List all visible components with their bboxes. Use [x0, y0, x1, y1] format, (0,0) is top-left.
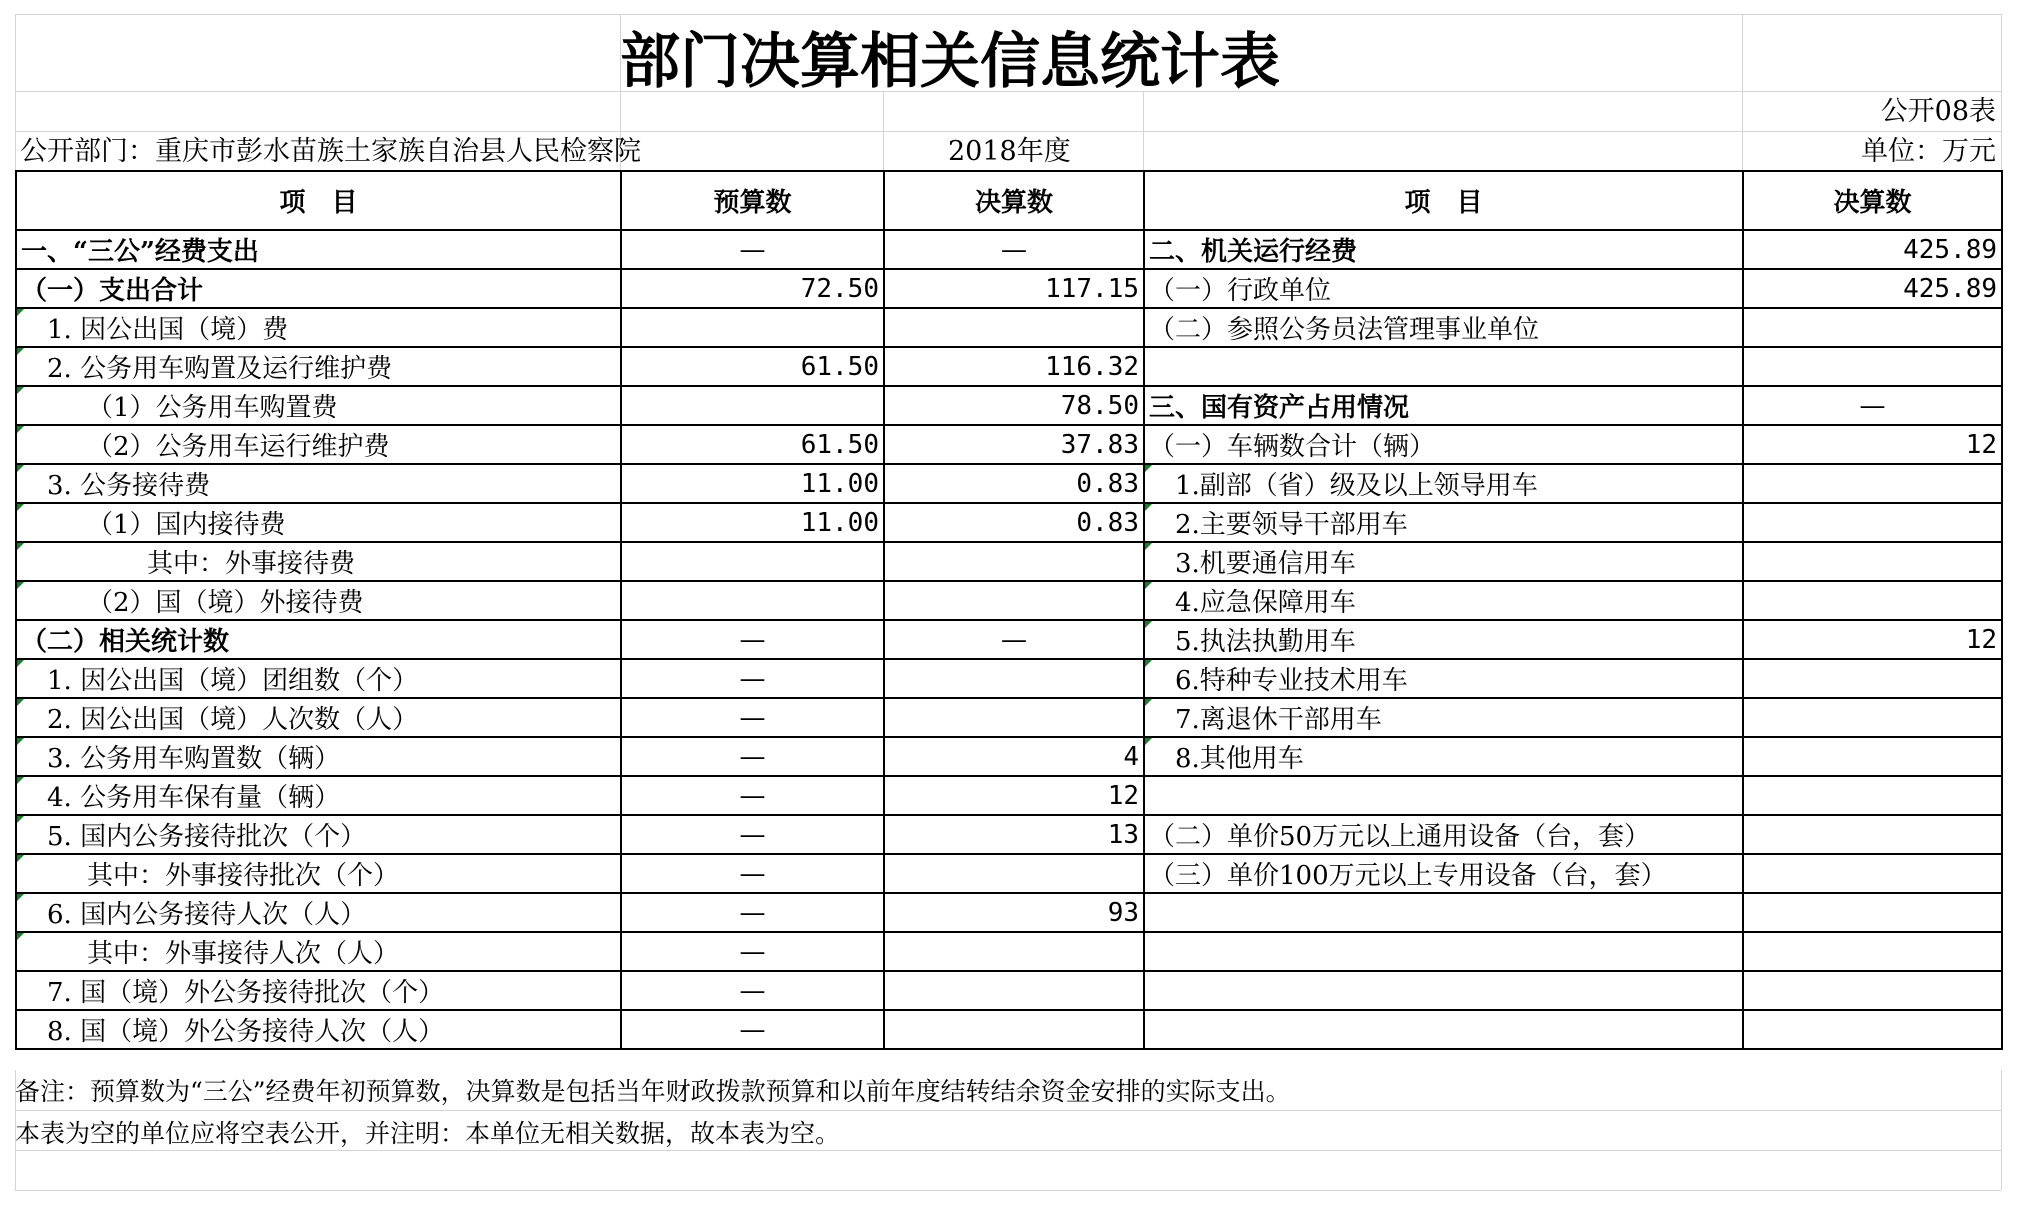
cell-budget: —: [621, 854, 884, 893]
cell-final-right: [1743, 347, 2002, 386]
header-item-right: 项 目: [1144, 171, 1743, 230]
cell-item-right: [1144, 971, 1743, 1010]
cell-final: [884, 1010, 1144, 1049]
cell-budget: [621, 542, 884, 581]
cell-item-right: （二）参照公务员法管理事业单位: [1144, 308, 1743, 347]
header-final-right: 决算数: [1743, 171, 2002, 230]
table-row: [16, 815, 2002, 854]
table-row: [16, 464, 2002, 503]
cell-budget: 11.00: [621, 503, 884, 542]
table-row: [16, 503, 2002, 542]
page-title: 部门决算相关信息统计表: [620, 27, 1280, 97]
cell-item-right: 1.副部（省）级及以上领导用车: [1144, 464, 1743, 503]
cell-final: 12: [884, 776, 1144, 815]
cell-final-right: [1743, 464, 2002, 503]
cell-final-right: [1743, 308, 2002, 347]
cell-item: （1）公务用车购置费: [16, 386, 621, 425]
cell-final: —: [884, 230, 1144, 269]
table-row: [16, 308, 2002, 347]
cell-budget: [621, 386, 884, 425]
cell-final: —: [884, 620, 1144, 659]
cell-final-right: [1743, 1010, 2002, 1049]
cell-item-right: 7.离退休干部用车: [1144, 698, 1743, 737]
cell-budget: [621, 308, 884, 347]
department-label: 公开部门：重庆市彭水苗族土家族自治县人民检察院: [20, 136, 641, 167]
table-row: [16, 386, 2002, 425]
table-row: [16, 620, 2002, 659]
table-row: [16, 542, 2002, 581]
cell-final-right: [1743, 542, 2002, 581]
table-row: [16, 854, 2002, 893]
cell-final: 13: [884, 815, 1144, 854]
cell-final: [884, 932, 1144, 971]
cell-final: [884, 854, 1144, 893]
table-row: [16, 737, 2002, 776]
cell-item: 4. 公务用车保有量（辆）: [16, 776, 621, 815]
cell-final: 0.83: [884, 464, 1144, 503]
statistics-table: [15, 170, 2003, 1050]
cell-item: 8. 国（境）外公务接待人次（人）: [16, 1010, 621, 1049]
cell-budget: —: [621, 659, 884, 698]
form-number: 公开08表: [1880, 96, 1996, 127]
remark-note: 备注：预算数为“三公”经费年初预算数，决算数是包括当年财政拨款预算和以前年度结转结余资金安排的实际支出。: [15, 1077, 1291, 1106]
cell-item-right: （一）行政单位: [1144, 269, 1743, 308]
cell-item: 5. 国内公务接待批次（个）: [16, 815, 621, 854]
cell-item: 1. 因公出国（境）费: [16, 308, 621, 347]
cell-final-right: [1743, 581, 2002, 620]
table-row: [16, 1010, 2002, 1049]
cell-item: （一）支出合计: [16, 269, 621, 308]
table-row: [16, 893, 2002, 932]
cell-budget: 61.50: [621, 347, 884, 386]
cell-item-right: 三、国有资产占用情况: [1144, 386, 1743, 425]
cell-final-right: [1743, 659, 2002, 698]
cell-item-right: [1144, 893, 1743, 932]
cell-item-right: （二）单价50万元以上通用设备（台，套）: [1144, 815, 1743, 854]
table-row: [16, 581, 2002, 620]
table-row: [16, 269, 2002, 308]
table-row: [16, 230, 2002, 269]
cell-item: 2. 公务用车购置及运行维护费: [16, 347, 621, 386]
cell-item-right: [1144, 1010, 1743, 1049]
cell-item-right: [1144, 347, 1743, 386]
cell-final-right: [1743, 932, 2002, 971]
header-final: 决算数: [884, 171, 1144, 230]
cell-item-right: [1144, 776, 1743, 815]
cell-final: [884, 308, 1144, 347]
cell-budget: —: [621, 932, 884, 971]
empty-table-note: 本表为空的单位应将空表公开，并注明：本单位无相关数据，故本表为空。: [15, 1119, 841, 1148]
cell-budget: —: [621, 737, 884, 776]
fiscal-year: 2018年度: [948, 136, 1071, 167]
cell-budget: 11.00: [621, 464, 884, 503]
cell-final: [884, 581, 1144, 620]
cell-budget: —: [621, 620, 884, 659]
cell-final: [884, 698, 1144, 737]
cell-final-right: [1743, 854, 2002, 893]
cell-budget: —: [621, 971, 884, 1010]
cell-item: （二）相关统计数: [16, 620, 621, 659]
cell-item-right: 6.特种专业技术用车: [1144, 659, 1743, 698]
cell-item: 6. 国内公务接待人次（人）: [16, 893, 621, 932]
cell-budget: 61.50: [621, 425, 884, 464]
cell-item: 3. 公务用车购置数（辆）: [16, 737, 621, 776]
cell-final-right: —: [1743, 386, 2002, 425]
cell-item: （2）国（境）外接待费: [16, 581, 621, 620]
cell-final: [884, 659, 1144, 698]
cell-item-right: [1144, 932, 1743, 971]
cell-budget: —: [621, 893, 884, 932]
cell-budget: —: [621, 815, 884, 854]
cell-final: 93: [884, 893, 1144, 932]
unit-label: 单位：万元: [1861, 136, 1996, 167]
cell-final-right: [1743, 815, 2002, 854]
cell-final-right: [1743, 971, 2002, 1010]
cell-budget: [621, 581, 884, 620]
cell-final: 4: [884, 737, 1144, 776]
cell-final: 117.15: [884, 269, 1144, 308]
cell-budget: —: [621, 1010, 884, 1049]
cell-item: 其中：外事接待人次（人）: [16, 932, 621, 971]
cell-final-right: 425.89: [1743, 269, 2002, 308]
table-row: [16, 698, 2002, 737]
cell-item: 一、“三公”经费支出: [16, 230, 621, 269]
cell-final-right: [1743, 737, 2002, 776]
header-budget: 预算数: [621, 171, 884, 230]
cell-item: 3. 公务接待费: [16, 464, 621, 503]
cell-budget: —: [621, 230, 884, 269]
table-row: [16, 776, 2002, 815]
cell-final: 37.83: [884, 425, 1144, 464]
table-row: [16, 425, 2002, 464]
cell-item-right: 二、机关运行经费: [1144, 230, 1743, 269]
cell-item: （1）国内接待费: [16, 503, 621, 542]
cell-budget: —: [621, 776, 884, 815]
table-header-row: [16, 171, 2002, 230]
table-row: [16, 347, 2002, 386]
cell-final-right: 12: [1743, 425, 2002, 464]
cell-budget: 72.50: [621, 269, 884, 308]
cell-item: 1. 因公出国（境）团组数（个）: [16, 659, 621, 698]
cell-final: 0.83: [884, 503, 1144, 542]
cell-item: （2）公务用车运行维护费: [16, 425, 621, 464]
table-row: [16, 932, 2002, 971]
cell-final-right: [1743, 503, 2002, 542]
cell-final: 116.32: [884, 347, 1144, 386]
cell-final-right: [1743, 893, 2002, 932]
cell-item-right: （三）单价100万元以上专用设备（台，套）: [1144, 854, 1743, 893]
cell-item: 其中：外事接待批次（个）: [16, 854, 621, 893]
cell-item-right: （一）车辆数合计（辆）: [1144, 425, 1743, 464]
cell-final: [884, 542, 1144, 581]
cell-final: [884, 971, 1144, 1010]
cell-final-right: 12: [1743, 620, 2002, 659]
cell-final-right: [1743, 698, 2002, 737]
header-item: 项 目: [16, 171, 621, 230]
cell-item-right: 3.机要通信用车: [1144, 542, 1743, 581]
cell-budget: —: [621, 698, 884, 737]
table-row: [16, 971, 2002, 1010]
table-row: [16, 659, 2002, 698]
cell-item-right: 8.其他用车: [1144, 737, 1743, 776]
cell-item: 7. 国（境）外公务接待批次（个）: [16, 971, 621, 1010]
cell-item-right: 4.应急保障用车: [1144, 581, 1743, 620]
cell-final-right: 425.89: [1743, 230, 2002, 269]
cell-item: 其中：外事接待费: [16, 542, 621, 581]
cell-item: 2. 因公出国（境）人次数（人）: [16, 698, 621, 737]
cell-final: 78.50: [884, 386, 1144, 425]
cell-item-right: 2.主要领导干部用车: [1144, 503, 1743, 542]
cell-item-right: 5.执法执勤用车: [1144, 620, 1743, 659]
cell-final-right: [1743, 776, 2002, 815]
